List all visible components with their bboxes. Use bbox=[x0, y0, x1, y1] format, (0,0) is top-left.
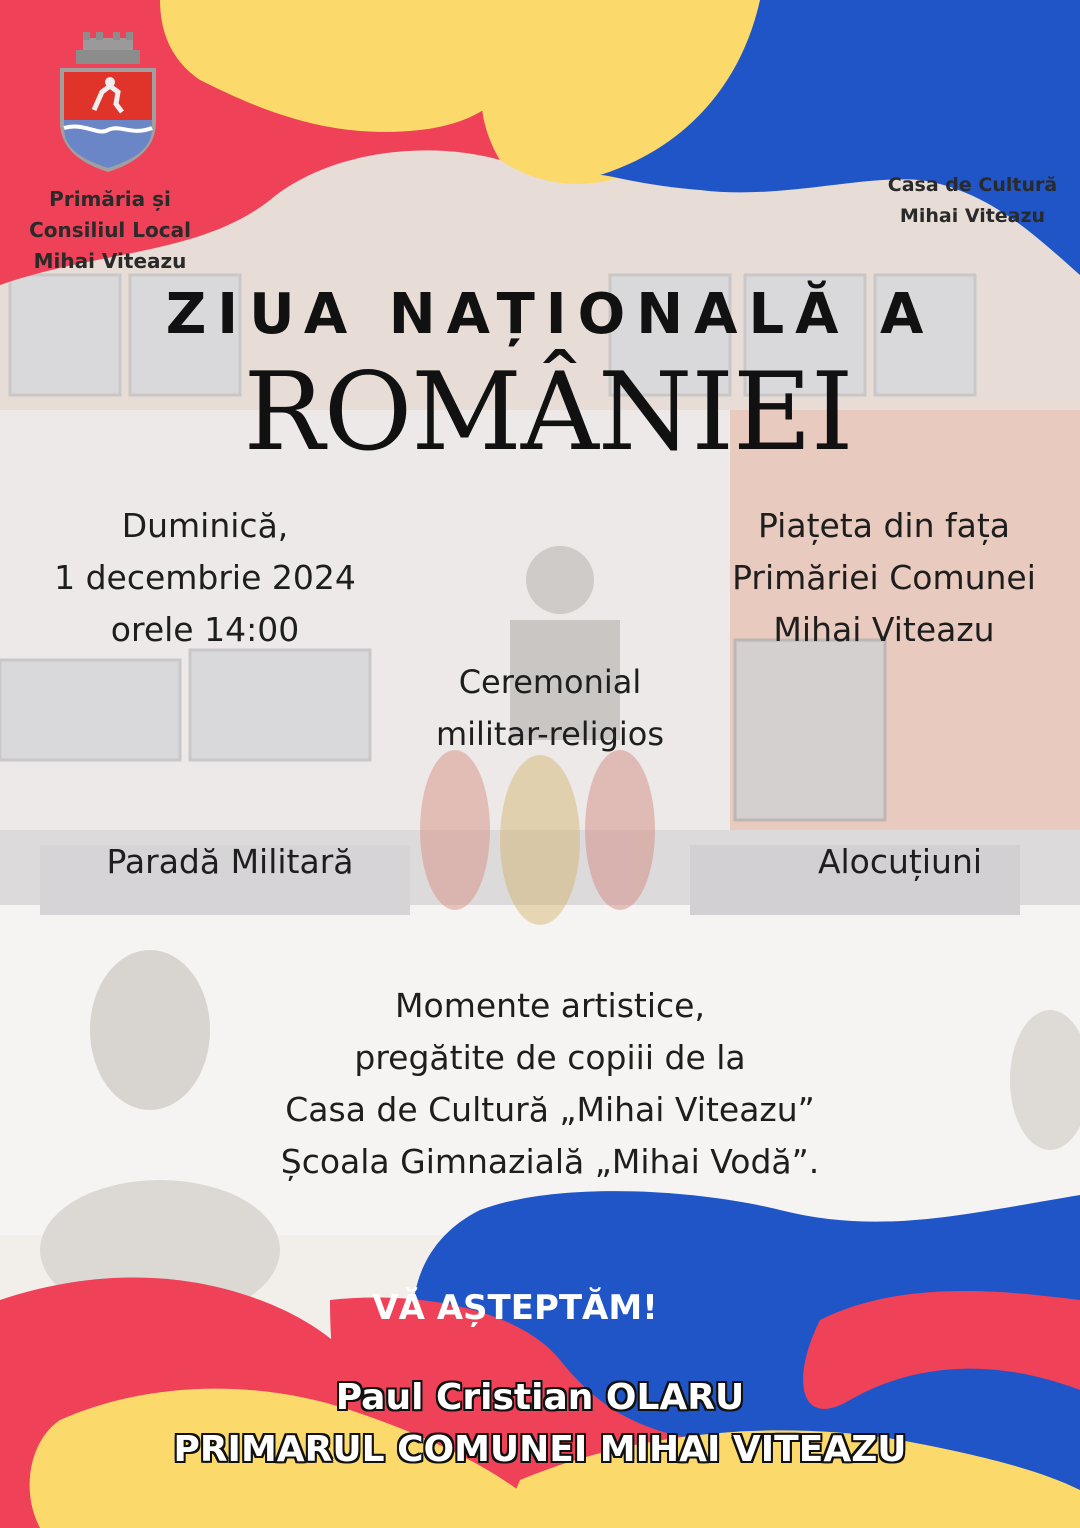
event-time-line: orele 14:00 bbox=[110, 610, 300, 649]
program-ceremony bbox=[390, 656, 710, 760]
signature-block bbox=[80, 1372, 1000, 1476]
title-line-2: ROMÂNIEI bbox=[243, 350, 853, 475]
organizer-left-line: Consiliul Local bbox=[29, 218, 191, 242]
organizer-right-line: Mihai Viteazu bbox=[899, 205, 1046, 227]
program-speeches: Alocuțiuni bbox=[817, 842, 983, 881]
program-artistic bbox=[140, 980, 960, 1188]
event-location-line: Piațeta din fața bbox=[758, 506, 1010, 545]
event-location bbox=[700, 500, 1068, 656]
event-location-line: Primăriei Comunei bbox=[732, 558, 1036, 597]
program-ceremony-line: militar-religios bbox=[435, 715, 665, 753]
title-line-1: ZIUA NAȚIONALĂ A bbox=[165, 282, 935, 347]
program-artistic-line: Casa de Cultură „Mihai Viteazu” bbox=[285, 1090, 815, 1129]
organizer-right bbox=[860, 170, 1080, 232]
organizer-left-line: Primăria și bbox=[49, 187, 171, 211]
organizer-left bbox=[10, 184, 210, 277]
mayor-name: Paul Cristian OLARU bbox=[335, 1377, 745, 1418]
mayor-title: PRIMARUL COMUNEI MIHAI VITEAZU bbox=[173, 1429, 907, 1470]
organizer-right-line: Casa de Cultură bbox=[887, 174, 1058, 196]
program-artistic-line: Momente artistice, bbox=[395, 986, 705, 1025]
program-parade: Paradă Militară bbox=[106, 842, 354, 881]
program-ceremony-line: Ceremonial bbox=[458, 663, 642, 701]
event-date-line: 1 decembrie 2024 bbox=[54, 558, 356, 597]
organizer-left-line: Mihai Viteazu bbox=[33, 249, 187, 273]
program-artistic-line: Școala Gimnazială „Mihai Vodă”. bbox=[280, 1142, 820, 1181]
event-date-line: Duminică, bbox=[121, 506, 289, 545]
program-artistic-line: pregătite de copiii de la bbox=[354, 1038, 746, 1077]
event-location-line: Mihai Viteazu bbox=[773, 610, 995, 649]
event-date bbox=[20, 500, 390, 656]
welcome-message: VĂ AȘTEPTĂM! bbox=[372, 1288, 658, 1328]
coat-of-arms-icon bbox=[58, 32, 158, 174]
